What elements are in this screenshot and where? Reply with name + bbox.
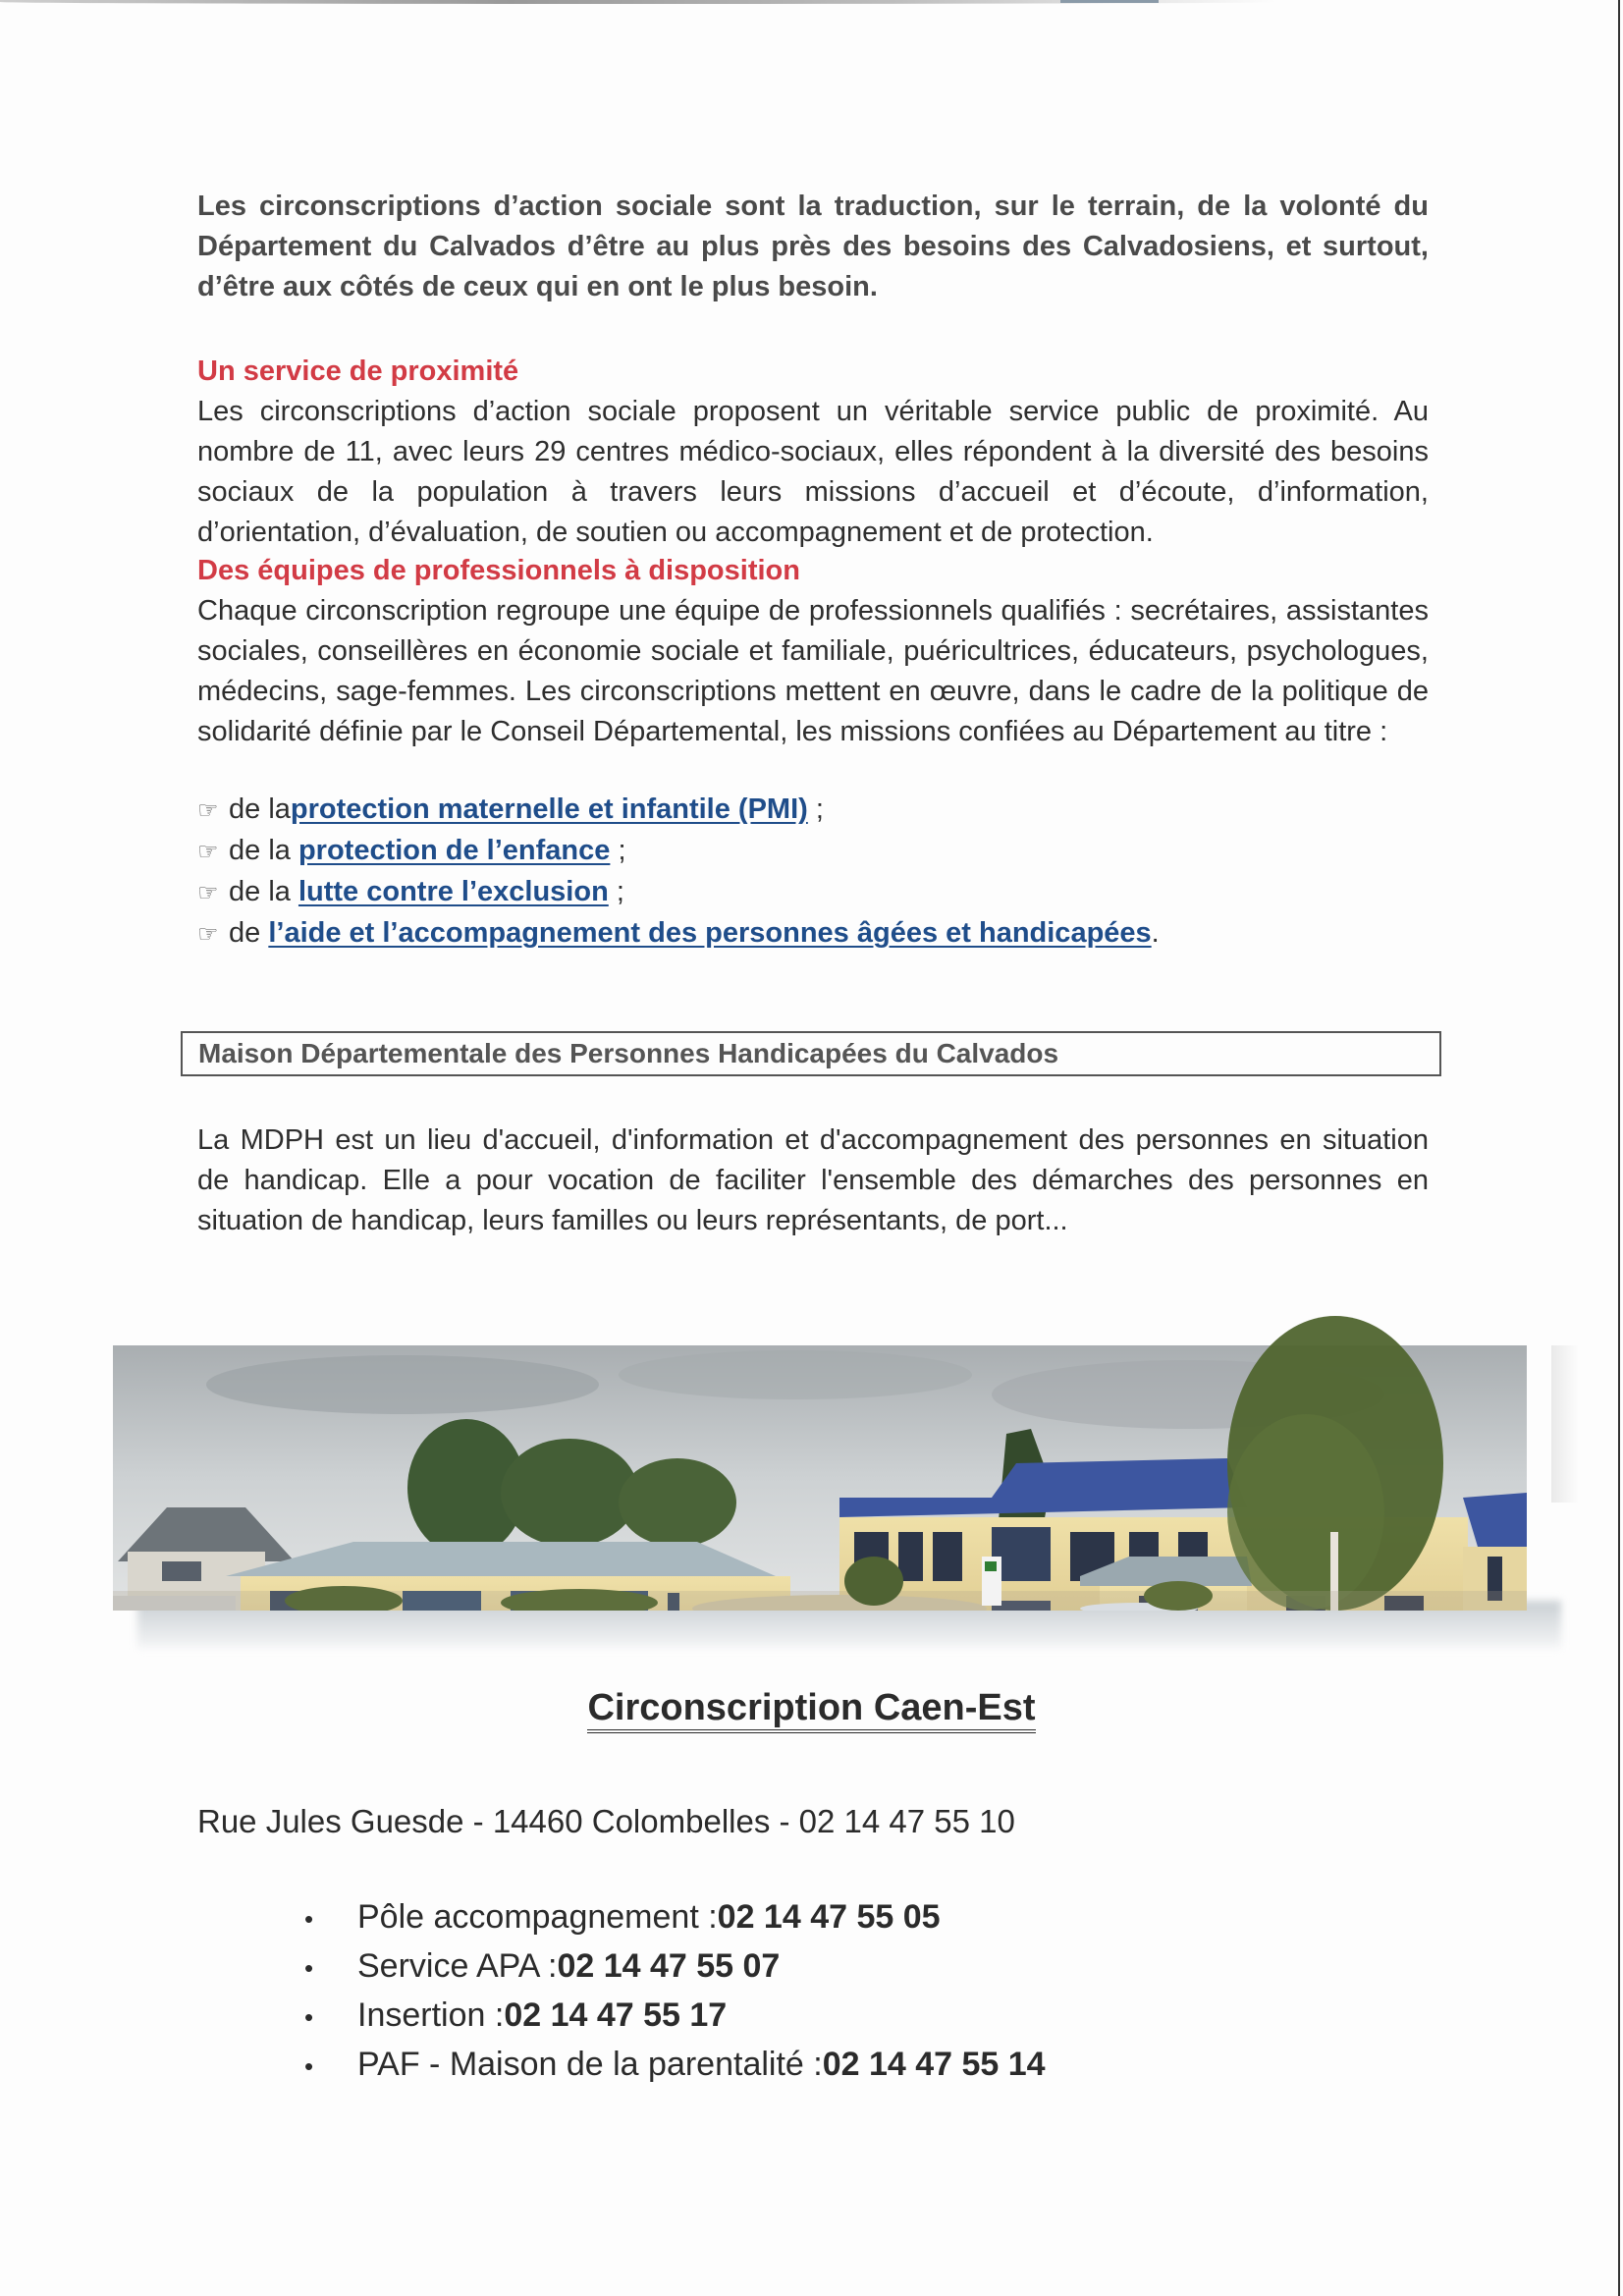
mission-item [197, 831, 1160, 872]
scan-top-mark [1060, 0, 1159, 3]
mission-prefix: de [229, 917, 269, 949]
pointing-hand-icon: ☞ [197, 921, 219, 948]
mission-item [197, 872, 1160, 913]
mission-suffix: ; [608, 876, 624, 907]
equipes-paragraph: Chaque circonscription regroupe une équipe de professionnels qualifiés : secrétaires, assistantes sociales, conseillères en économie sociale et familiale, puéricultrices, éducateurs, psychologues, médecins, sage-femmes. Les circonscriptions mettent en œuvre, dans le cadre de la politique de solidarité définie par le Conseil Départemental, les missions confiées au Département au titre : [197, 595, 1429, 747]
circonscription-title [0, 1687, 1623, 1729]
link-pmi[interactable]: protection maternelle et infantile (PMI) [290, 793, 808, 825]
mission-suffix: ; [610, 835, 626, 866]
heading-proximite: Un service de proximité [197, 355, 519, 387]
phone-number: 02 14 47 55 07 [557, 1947, 781, 1985]
pointing-hand-icon: ☞ [197, 880, 219, 906]
circonscription-title-text: Circonscription Caen-Est [587, 1687, 1035, 1733]
mission-prefix: de la [229, 793, 291, 825]
link-aide-accompagnement[interactable]: l’aide et l’accompagnement des personnes âgées et handicapées [268, 917, 1152, 949]
phone-number: 02 14 47 55 14 [822, 2046, 1046, 2083]
mdph-paragraph: La MDPH est un lieu d'accueil, d'information et d'accompagnement des personnes en situation de handicap. Elle a pour vocation de faciliter l'ensemble des démarches des personnes en situation de handicap, leurs familles ou leurs représentants, de port... [197, 1124, 1429, 1236]
phone-number: 02 14 47 55 17 [504, 1996, 728, 2034]
phone-number: 02 14 47 55 05 [717, 1898, 941, 1936]
circonscription-address: Rue Jules Guesde - 14460 Colombelles - 02 14 47 55 10 [197, 1803, 1015, 1839]
heading-equipes: Des équipes de professionnels à disposition [197, 555, 800, 586]
bullet-icon: • [304, 1953, 314, 1983]
building-photo-illustration [108, 1316, 1571, 1611]
scan-right-edge [1618, 0, 1620, 2296]
phone-label: Pôle accompagnement : [357, 1898, 718, 1936]
phone-label: Service APA : [357, 1947, 558, 1985]
building-photo [108, 1316, 1571, 1650]
phone-item [304, 1942, 1046, 1992]
mission-item [197, 790, 1160, 831]
bullet-icon: • [304, 2051, 314, 2081]
mission-suffix: . [1151, 917, 1160, 949]
bullet-icon: • [304, 2002, 314, 2032]
phone-item [304, 2041, 1046, 2090]
mission-suffix: ; [807, 793, 824, 825]
mission-prefix: de la [229, 835, 298, 866]
link-lutte-exclusion[interactable]: lutte contre l’exclusion [298, 876, 609, 907]
mission-item [197, 913, 1160, 955]
pointing-hand-icon: ☞ [197, 797, 219, 824]
phone-label: PAF - Maison de la parentalité : [357, 2046, 823, 2083]
phone-label: Insertion : [357, 1996, 505, 2034]
pointing-hand-icon: ☞ [197, 839, 219, 865]
bullet-icon: • [304, 1904, 314, 1934]
intro-paragraph: Les circonscriptions d’action sociale sont la traduction, sur le terrain, de la volonté du Département du Calvados d’être au plus près des besoins des Calvadosiens, et surtout, d’être aux côtés de ceux qui en ont le plus besoin. [197, 191, 1429, 302]
mission-prefix: de la [229, 876, 298, 907]
proximite-paragraph: Les circonscriptions d’action sociale proposent un véritable service public de proximité. Au nombre de 11, avec leurs 29 centres médico-sociaux, elles répondent à la diversité des besoins sociaux de la population à travers leurs missions d’accueil et d’écoute, d’information, d’orientation, d’évaluation, de soutien ou accompagnement et de protection. [197, 396, 1429, 548]
phone-item [304, 1992, 1046, 2041]
mdph-title-box: Maison Départementale des Personnes Handicapées du Calvados [181, 1031, 1441, 1076]
missions-list [197, 790, 1160, 955]
link-protection-enfance[interactable]: protection de l’enfance [298, 835, 611, 866]
phone-list [304, 1893, 1046, 2090]
phone-item [304, 1893, 1046, 1942]
